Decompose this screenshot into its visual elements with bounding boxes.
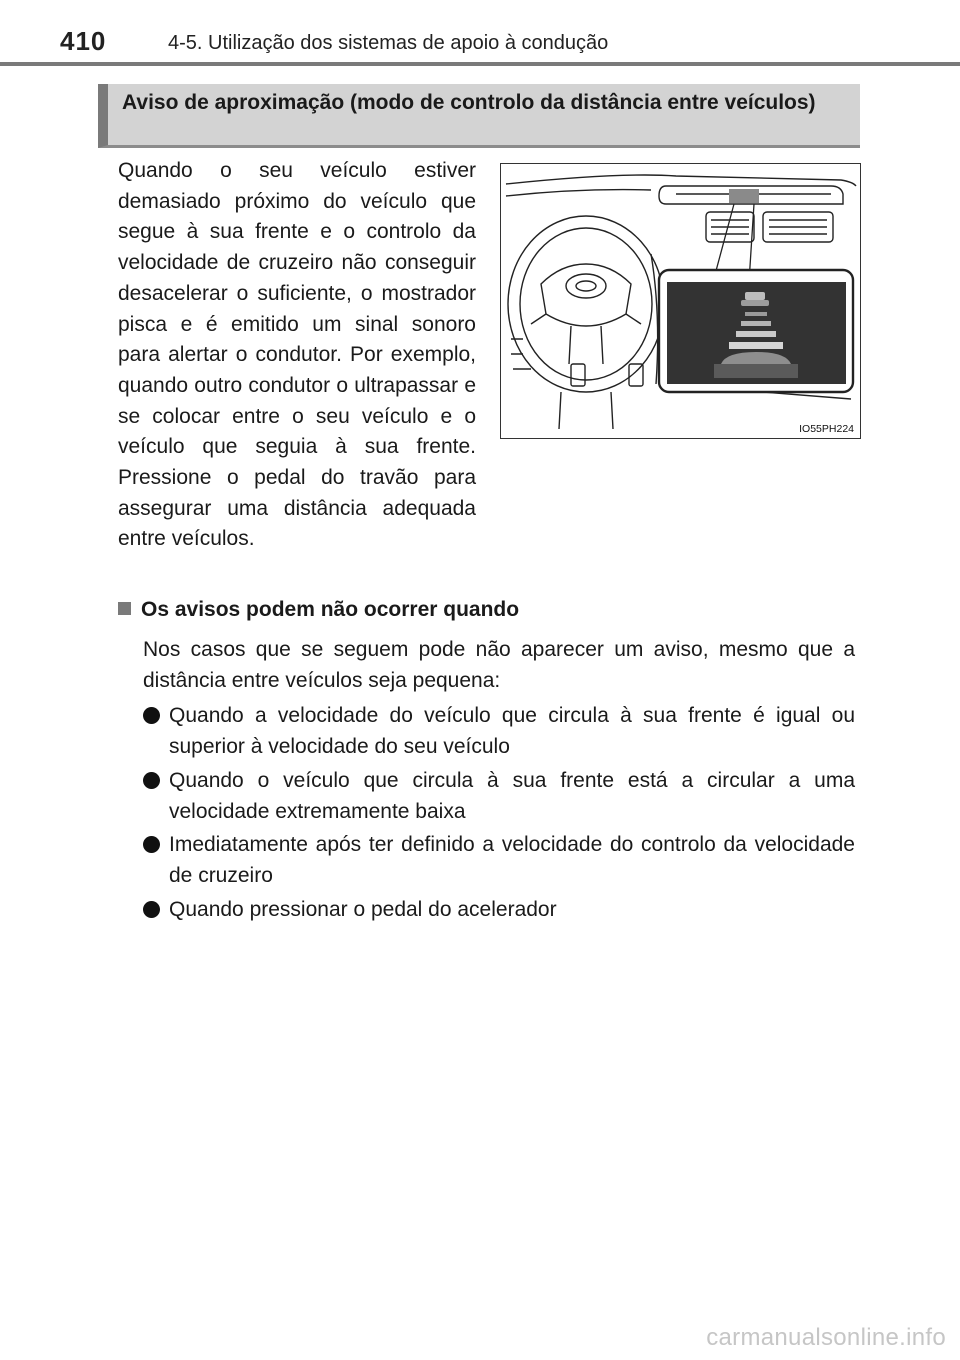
bullet-dot-icon <box>143 772 160 789</box>
square-bullet-icon <box>118 602 131 615</box>
list-item-text: Quando pressionar o pedal do acelerador <box>169 897 557 921</box>
intro-paragraph: Quando o seu veículo estiver demasiado próximo do veículo que segue à sua frente e o controlo da velocidade de cruzeiro não conseguir desacelerar o suficiente, o mostrador pisca e é emitido um sinal sonoro para alertar o condutor. Por exemplo, quando outro condutor o ultrapassar e se colocar entre o seu veículo e o veículo que seguia à sua frente. Pressione o pedal do travão para assegurar uma distância adequada entre veículos. <box>118 159 476 551</box>
page-header <box>0 0 960 70</box>
chapter-title: 4-5. Utilização dos sistemas de apoio à condução <box>168 32 609 54</box>
bullet-list <box>143 700 855 927</box>
subsection-paragraph: Nos casos que se seguem pode não aparecer um aviso, mesmo que a distância entre veículos seja pequena: <box>143 638 855 692</box>
dashboard-illustration <box>500 163 861 439</box>
figure-code: IO55PH224 <box>799 423 854 435</box>
section-heading-box <box>98 84 860 148</box>
bullet-dot-icon <box>143 836 160 853</box>
list-item <box>143 894 855 925</box>
list-item-text: Quando a velocidade do veículo que circula à sua frente é igual ou superior à velocidade do seu veículo <box>169 704 855 758</box>
list-item <box>143 765 855 827</box>
site-watermark: carmanualsonline.info <box>706 1324 946 1351</box>
bullet-dot-icon <box>143 707 160 724</box>
subsection-heading <box>118 598 519 622</box>
list-item-text: Imediatamente após ter definido a velocidade do controlo da velocidade de cruzeiro <box>169 833 855 887</box>
subsection-heading-text: Os avisos podem não ocorrer quando <box>141 598 520 621</box>
section-title: Aviso de aproximação (modo de controlo da distância entre veículos) <box>122 91 816 114</box>
list-item <box>143 829 855 891</box>
header-divider <box>0 62 960 66</box>
page-number: 410 <box>60 26 107 56</box>
dashboard-drawing <box>501 164 859 437</box>
list-item-text: Quando o veículo que circula à sua frente está a circular a uma velocidade extremamente baixa <box>169 768 855 823</box>
bullet-dot-icon <box>143 901 160 918</box>
list-item <box>143 700 855 762</box>
